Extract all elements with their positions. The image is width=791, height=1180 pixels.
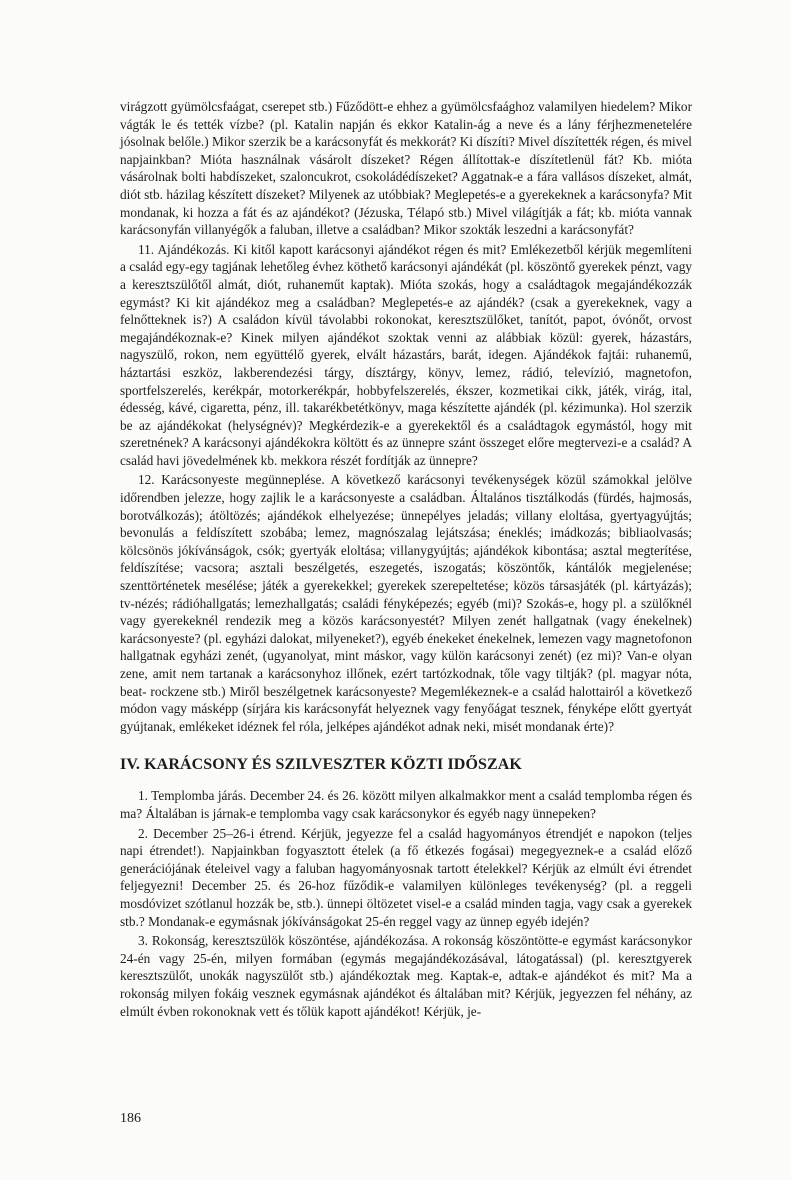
- paragraph-continuation: virágzott gyümölcsfaágat, cserepet stb.) Fűződött-e ehhez a gyümölcsfaághoz valamilyen hiedelem? Mikor vágták le és tették vízbe? (pl. Katalin napján és ekkor Katalin-ág a neve és a lány férjhezmenetelére jósolnak belőle.) Mikor szerzik be a karácsonyfát és mekkorát? Ki díszíti? Mivel díszítették régen, és mivel napjainkban? Mióta használnak vásárolt díszeket? Régen állítottak-e díszítetlenül fát? Kb. mióta vásárolnak bolti habdíszeket, szaloncukrot, csokoládédíszeket? Aggatnak-e a fára vallásos díszeket, almát, diót stb. házilag készített díszeket? Milyenek az utóbbiak? Meglepetés-e a gyerekeknek a karácsonyfa? Mit mondanak, ki hozza a fát és az ajándékot? (Jézuska, Télapó stb.) Mivel világítják a fát; kb. mióta vannak karácsonyfán villanyégők a faluban, illetve a családban? Mikor szokták leszedni a karácsonyfát?: [120, 99, 692, 238]
- paragraph-menu: 2. December 25–26-i étrend. Kérjük, jegyezze fel a család hagyományos étrendjét e napokon (teljes napi étrendet!). Napjainkban fogyasztott ételek (a fő étkezés fogásai) megegyeznek-e a család előző generációjának ételeivel vagy a faluban hagyományosnak tartott ételekkel? Kérjük az elmúlt évi étrendet feljegyezni! December 25. és 26-hoz fűződik-e valamilyen különleges tevékenység? (pl. a reggeli mosdóvizet szótlanul hozzák be, stb.). ünnepi öltözetet visel-e a család minden tagja, vagy csak a gyerekek stb.? Mondanak-e egymásnak jókívánságokat 25-én reggel vagy az ünnep egyéb idején?: [120, 825, 692, 929]
- section-heading: IV. KARÁCSONY ÉS SZILVESZTER KÖZTI IDŐSZAK: [120, 756, 522, 774]
- page-number: 186: [120, 1111, 141, 1126]
- paragraph-christmas-eve: 12. Karácsonyeste megünneplése. A következő karácsonyi tevékenységek közül számokkal jelölve időrendben jelezze, hogy zajlik le a karácsonyeste a családban. Általános tisztálkodás (fürdés, hajmosás, borotválkozás); átöltözés; ajándékok elhelyezése; ünnepélyes jeladás; villany eloltása, gyertyagyújtás; bevonulás a feldíszített szobába; lemez, magnószalag lejátszása; éneklés; imádkozás; bibliaolvasás; kölcsönös jókívánságok, csók; gyertyák eloltása; villanygyújtás; ajándékok kibontása; asztal megterítése, feldíszítése; vacsora; asztali beszélgetés, eszegetés, iszogatás; köszöntők, kántálók megjelenése; szenttörténetek mesélése; játék a gyerekekkel; gyerekek szerepeltetése; közös társasjáték (pl. kártyázás); tv-nézés; rádióhallgatás; lemezhallgatás; családi fényképezés; egyéb (mi)? Szokás-e, hogy pl. a szülőknél vagy gyerekeknél rendezik meg a közös karácsonyestét? Milyen zenét hallgatnak (vagy énekelnek) karácsonyeste? (pl. egyházi dalokat, milyeneket?), egyéb énekeket énekelnek, lemezen vagy magnetofonon hallgatnak egyházi zenét, (ugyanolyat, mint máskor, vagy külön karácsonyi zenét) (ez mi)? Van-e olyan zene, amit nem tartanak a karácsonyhoz illőnek, ezért tartózkodnak, tőle vagy tiltják? (pl. magyar nóta, beat- rockzene stb.) Miről beszélgetnek karácsonyeste? Megemlékeznek-e a család halottairól a következő módon vagy másképp (sírjára kis karácsonyfát helyeznek vagy fenyőágat tesznek, fényképe előtt gyertyát gyújtanak, emlékeket idéznek fel róla, jelképes ajándékot adnak neki, misét mondanak érte)?: [120, 472, 692, 734]
- paragraph-gift-giving: 11. Ajándékozás. Ki kitől kapott karácsonyi ajándékot régen és mit? Emlékezetből kérjük megemlíteni a család egy-egy tagjának lehetőleg évhez köthető karácsonyi ajándékát (pl. köszöntő gyerekek pénzt, vagy a keresztszülőtől almát, diót, ruhaneműt kaptak). Mióta szokás, hogy a családtagok megajándékozzák egymást? Ki kit ajándékoz meg a családban? Meglepetés-e az ajándék? (csak a gyerekeknek, vagy a felnőtteknek is?) A családon kívül távolabbi rokonokat, keresztszülőket, tanítót, papot, óvónőt, orvost megajándékoznak-e? Kinek milyen ajándékot szoktak venni az alábbiak közül: gyerek, házastárs, nagyszülő, rokon, nem együttélő gyerek, elvált házastárs, barát, idegen. Ajándékok fajtái: ruhanemű, háztartási eszköz, lakberendezési tárgy, dísztárgy, könyv, lemez, rádió, televízió, magnetofon, sportfelszerelés, kerékpár, motorkerékpár, hobbyfelszerelés, ékszer, kozmetikai cikk, játék, virág, ital, édesség, kávé, cigaretta, pénz, ill. takarékbetétkönyv, maga készítette ajándék (pl. kézimunka). Hol szerzik be az ajándékokat (helységnév)? Megkérdezik-e a gyerekektől és a családtagok egymástól, hogy mit szeretnének? A karácsonyi ajándékokra költött és az ünnepre szánt összeget előre megtervezi-e a család? A család havi jövedelmének kb. mekkora részét fordítják az ünnepre?: [120, 241, 692, 468]
- paragraph-relatives: 3. Rokonság, keresztszülök köszöntése, ajándékozása. A rokonság köszöntötte-e egymást karácsonykor 24-én vagy 25-én, milyen formában (egymás megajándékozásával, látogatással) (pl. keresztgyerek keresztszülőt, unokák nagyszülőt stb.) ajándékoztak meg. Kaptak-e, adtak-e ajándékot és mit? Ma a rokonság milyen fokáig vesznek egymásnak ajándékot és általában mit? Kérjük, jegyezzen fel néhány, az elmúlt évben rokonoknak vett és tőlük kapott ajándékot! Kérjük, je-: [120, 933, 692, 1019]
- paragraph-church-attendance: 1. Templomba járás. December 24. és 26. között milyen alkalmakkor ment a család templomba régen és ma? Általában is járnak-e templomba vagy csak karácsonykor és egyéb nagy ünnepeken?: [120, 788, 692, 821]
- document-page: [120, 98, 692, 1020]
